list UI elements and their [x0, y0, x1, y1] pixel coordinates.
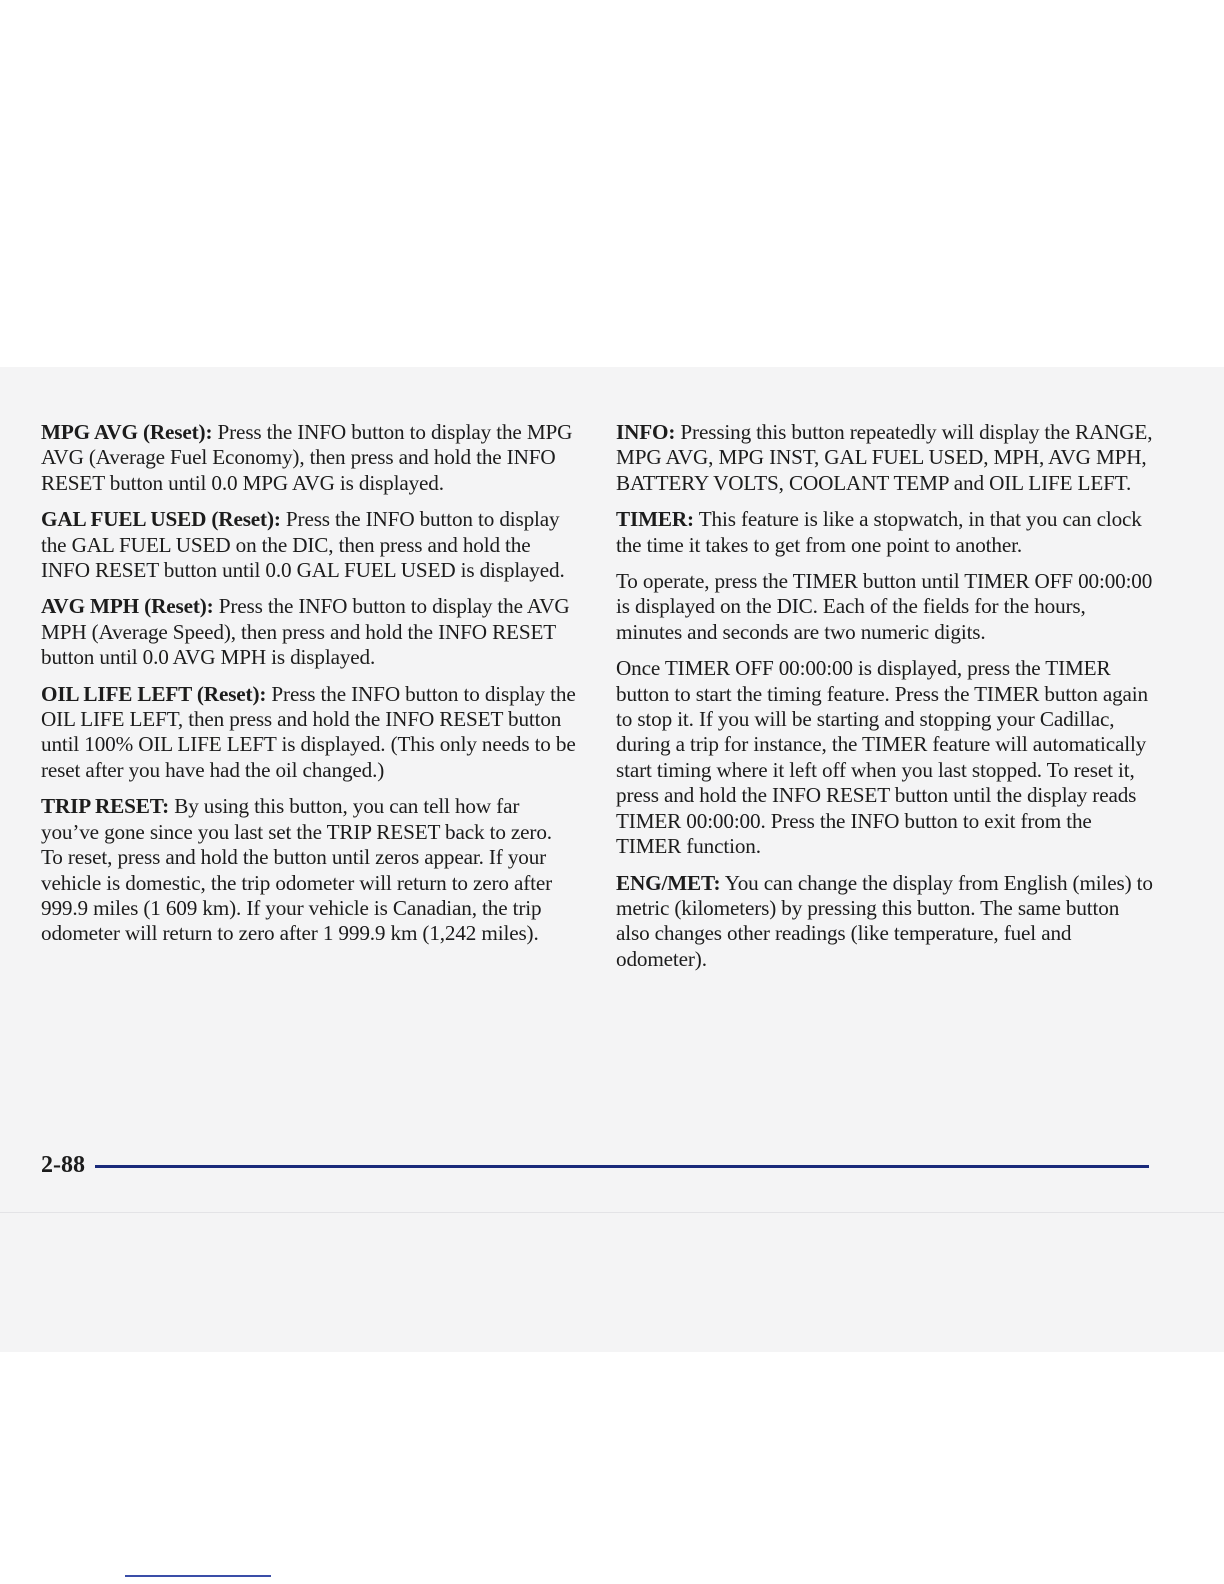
paragraph-term: TIMER:: [616, 507, 694, 532]
timer-paragraph: [616, 507, 1156, 558]
paragraph-term: AVG MPH (Reset):: [41, 594, 214, 619]
paragraph-term: MPG AVG (Reset):: [41, 420, 213, 444]
timer-usage-paragraph: [616, 656, 1156, 859]
timer-operate-paragraph: [616, 569, 1156, 645]
info-paragraph: [616, 420, 1156, 496]
page-number: 2-88: [41, 1151, 85, 1178]
underline-mark: [125, 1575, 271, 1577]
paragraph-term: TRIP RESET:: [41, 794, 170, 819]
paragraph-text: Pressing this button repeatedly will display the RANGE, MPG AVG, MPG INST, GAL FUEL USED, MPH, AVG MPH, BATTERY VOLTS, COOLANT TEMP and OIL LIFE LEFT.: [616, 420, 1153, 495]
paragraph-text: Once TIMER OFF 00:00:00 is displayed, press the TIMER button to start the timing feature. Press the TIMER button again to stop it. If you will be starting and stopping your Cadillac, during a trip for instance, the TIMER feature will automatically start timing where it left off when you last stopped. To reset it, press and hold the INFO RESET button until the display reads TIMER 00:00:00. Press the INFO button to exit from the TIMER function.: [616, 656, 1148, 859]
paragraph-text: Press the INFO button to display the GAL FUEL USED on the DIC, then press and hold the INFO RESET button until 0.0 GAL FUEL USED is displayed.: [41, 507, 565, 583]
paragraph-text: This feature is like a stopwatch, in that you can clock the time it takes to get from one point to another.: [616, 507, 1142, 557]
eng-met-paragraph: [616, 871, 1156, 973]
paragraph-text: Press the INFO button to display the MPG AVG (Average Fuel Economy), then press and hold the INFO RESET button until 0.0 MPG AVG is displayed.: [41, 420, 573, 495]
paragraph-text: Press the INFO button to display the AVG MPH (Average Speed), then press and hold the INFO RESET button until 0.0 AVG MPH is displayed.: [41, 594, 570, 670]
mpg-avg-reset-paragraph: [41, 420, 576, 496]
paragraph-term: INFO:: [616, 420, 676, 444]
page-edge-divider: [0, 1212, 1224, 1213]
paragraph-term: OIL LIFE LEFT (Reset):: [41, 681, 267, 706]
paragraph-text: Press the INFO button to display the OIL LIFE LEFT, then press and hold the INFO RESET button until 100% OIL LIFE LEFT is displayed. (This only needs to be reset after you have had the oil changed.): [41, 681, 576, 782]
left-column: [41, 420, 576, 958]
gal-fuel-used-reset-paragraph: [41, 507, 576, 583]
page-footer: [41, 1145, 1149, 1185]
paragraph-text: You can change the display from English (miles) to metric (kilometers) by pressing this button. The same button also changes other readings (like temperature, fuel and odometer).: [616, 870, 1153, 971]
paragraph-text: To operate, press the TIMER button until TIMER OFF 00:00:00 is displayed on the DIC. Each of the fields for the hours, minutes and seconds are two numeric digits.: [616, 569, 1153, 644]
paragraph-term: GAL FUEL USED (Reset):: [41, 507, 281, 532]
oil-life-left-reset-paragraph: [41, 682, 576, 784]
footer-rule: [95, 1165, 1149, 1168]
paragraph-term: ENG/MET:: [616, 870, 721, 895]
paragraph-text: By using this button, you can tell how far you’ve gone since you last set the TRIP RESET back to zero. To reset, press and hold the button until zeros appear. If your vehicle is domestic, the trip odometer will return to zero after 999.9 miles (1 609 km). If your vehicle is Canadian, the trip odometer will return to zero after 1 999.9 km (1,242 miles).: [41, 794, 553, 946]
right-column: [616, 420, 1156, 983]
avg-mph-reset-paragraph: [41, 594, 576, 670]
trip-reset-paragraph: [41, 794, 576, 946]
